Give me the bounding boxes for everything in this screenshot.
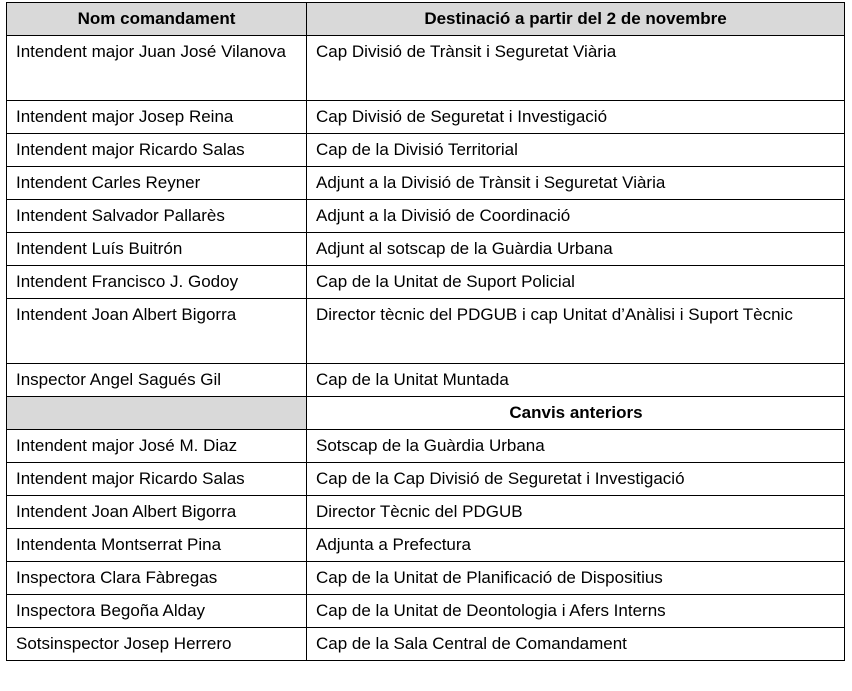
- name-cell: Inspector Angel Sagués Gil: [7, 364, 307, 397]
- table-row: [7, 430, 845, 463]
- destination-cell: Cap de la Sala Central de Comandament: [307, 628, 845, 661]
- table-row: [7, 299, 845, 364]
- header-destination: Destinació a partir del 2 de novembre: [307, 3, 845, 36]
- name-cell: Intendent major Ricardo Salas: [7, 463, 307, 496]
- name-cell: Sotsinspector Josep Herrero: [7, 628, 307, 661]
- name-cell: Intendent Francisco J. Godoy: [7, 266, 307, 299]
- destination-cell: Cap de la Cap Divisió de Seguretat i Investigació: [307, 463, 845, 496]
- table-row: [7, 167, 845, 200]
- destination-cell: Director tècnic del PDGUB i cap Unitat d’Anàlisi i Suport Tècnic: [307, 299, 845, 364]
- table-row: [7, 233, 845, 266]
- section-header-row: [7, 397, 845, 430]
- assignments-table: [6, 2, 845, 661]
- table-row: [7, 266, 845, 299]
- table-row: [7, 364, 845, 397]
- destination-cell: Cap de la Divisió Territorial: [307, 134, 845, 167]
- table-row: [7, 134, 845, 167]
- destination-cell: Cap de la Unitat de Deontologia i Afers Interns: [307, 595, 845, 628]
- name-cell: Intendenta Montserrat Pina: [7, 529, 307, 562]
- destination-cell: Adjunt a la Divisió de Trànsit i Seguretat Viària: [307, 167, 845, 200]
- destination-cell: Director Tècnic del PDGUB: [307, 496, 845, 529]
- destination-cell: Cap de la Unitat de Planificació de Dispositius: [307, 562, 845, 595]
- destination-cell: Cap Divisió de Seguretat i Investigació: [307, 101, 845, 134]
- table-row: [7, 562, 845, 595]
- header-row: [7, 3, 845, 36]
- name-cell: Intendent major Ricardo Salas: [7, 134, 307, 167]
- name-cell: Inspectora Begoña Alday: [7, 595, 307, 628]
- destination-cell: Adjunt al sotscap de la Guàrdia Urbana: [307, 233, 845, 266]
- destination-cell: Cap de la Unitat de Suport Policial: [307, 266, 845, 299]
- table-row: [7, 101, 845, 134]
- table-row: [7, 200, 845, 233]
- name-cell: Intendent major José M. Diaz: [7, 430, 307, 463]
- name-cell: Intendent Carles Reyner: [7, 167, 307, 200]
- name-cell: Intendent Luís Buitrón: [7, 233, 307, 266]
- destination-cell: Cap de la Unitat Muntada: [307, 364, 845, 397]
- table-row: [7, 36, 845, 101]
- section-title: Canvis anteriors: [307, 397, 845, 430]
- header-name: Nom comandament: [7, 3, 307, 36]
- section-empty-cell: [7, 397, 307, 430]
- table-row: [7, 496, 845, 529]
- name-cell: Intendent Salvador Pallarès: [7, 200, 307, 233]
- destination-cell: Adjunta a Prefectura: [307, 529, 845, 562]
- name-cell: Intendent major Juan José Vilanova: [7, 36, 307, 101]
- table-row: [7, 595, 845, 628]
- name-cell: Intendent major Josep Reina: [7, 101, 307, 134]
- table-row: [7, 529, 845, 562]
- name-cell: Intendent Joan Albert Bigorra: [7, 299, 307, 364]
- destination-cell: Cap Divisió de Trànsit i Seguretat Viària: [307, 36, 845, 101]
- name-cell: Inspectora Clara Fàbregas: [7, 562, 307, 595]
- destination-cell: Sotscap de la Guàrdia Urbana: [307, 430, 845, 463]
- name-cell: Intendent Joan Albert Bigorra: [7, 496, 307, 529]
- table-row: [7, 628, 845, 661]
- table-row: [7, 463, 845, 496]
- destination-cell: Adjunt a la Divisió de Coordinació: [307, 200, 845, 233]
